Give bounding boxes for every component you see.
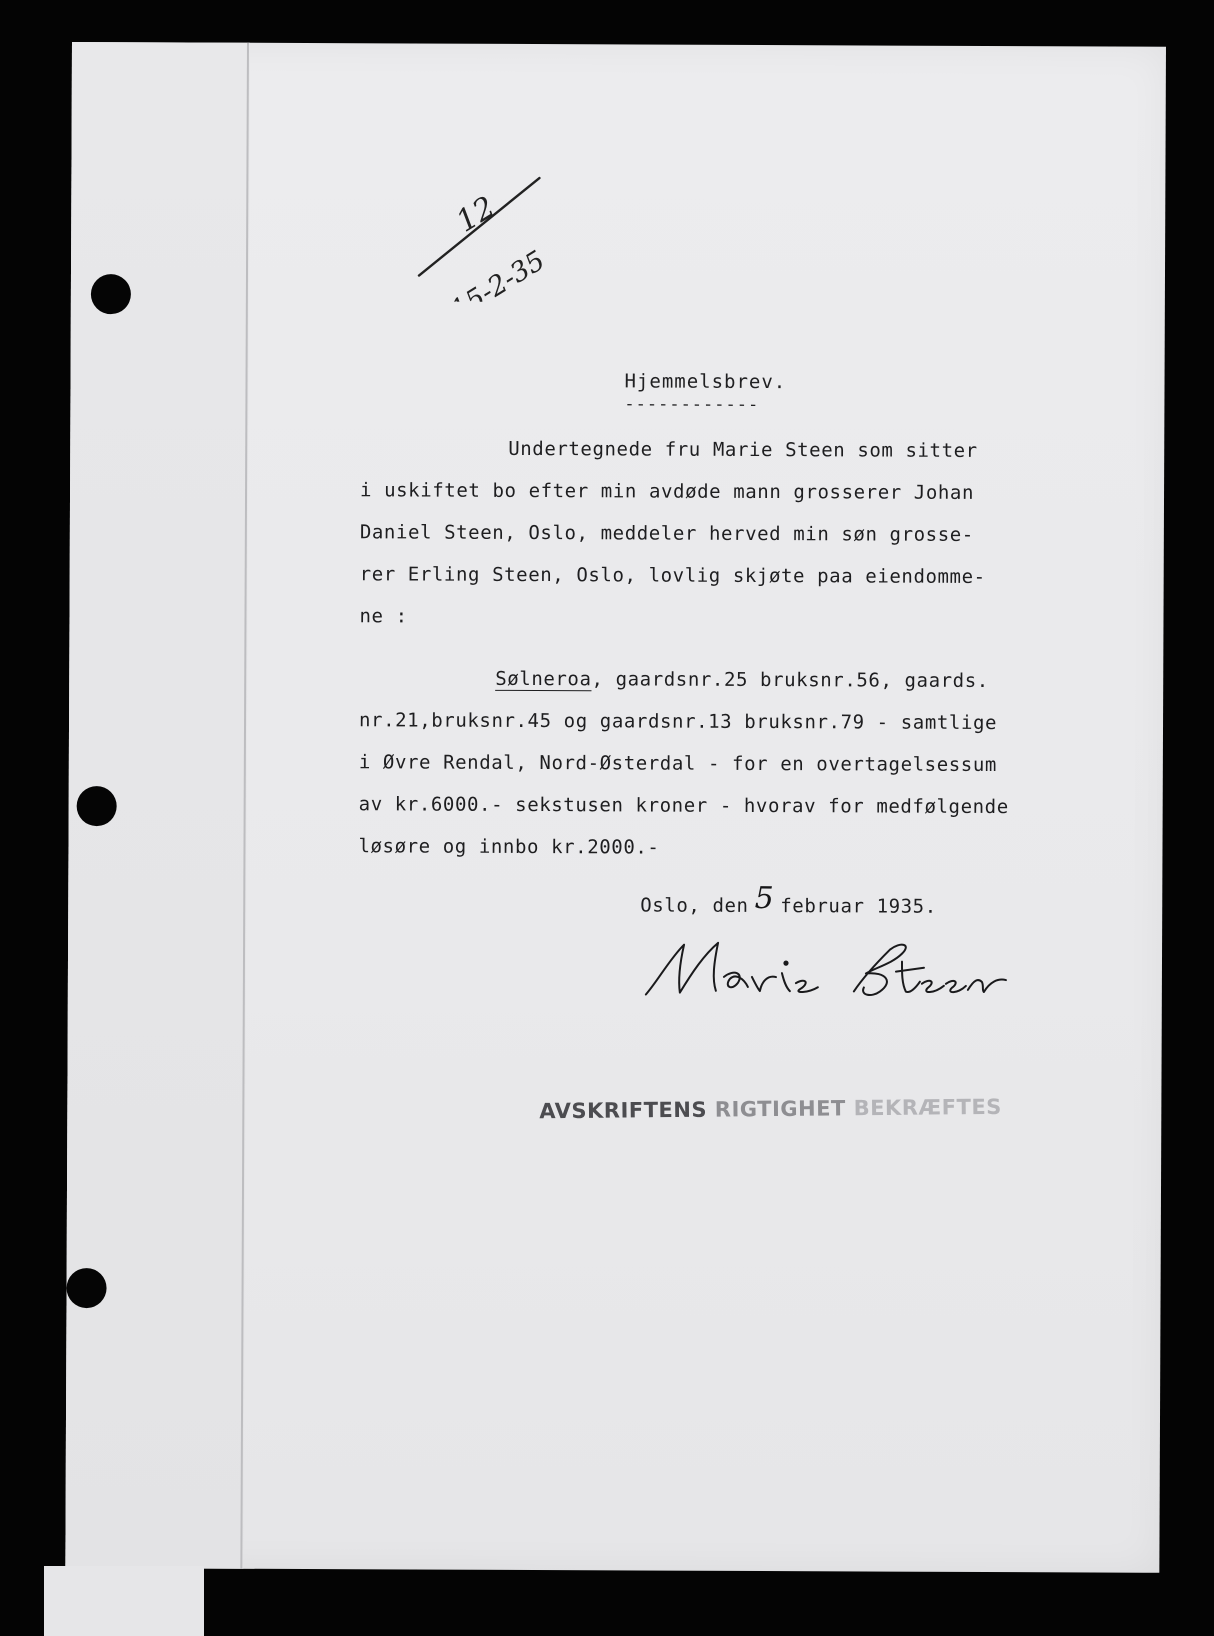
document-body bbox=[358, 427, 1080, 870]
document-title: Hjemmelsbrev. bbox=[624, 370, 787, 394]
place-and-date bbox=[640, 880, 937, 920]
punch-hole-middle bbox=[77, 786, 117, 826]
body-line: av kr.6000.- sekstusen kroner - hvorav for medfølgende bbox=[358, 793, 1009, 819]
handwritten-signature bbox=[640, 932, 1010, 1004]
stamp-word-1: AVSKRIFTENS bbox=[539, 1097, 708, 1124]
body-line: Undertegnede fru Marie Steen som sitter bbox=[508, 437, 978, 462]
certification-stamp bbox=[539, 1095, 1002, 1123]
body-line: ne : bbox=[359, 605, 408, 628]
property-line-tail: , gaardsnr.25 bruksnr.56, gaards. bbox=[591, 668, 989, 693]
punch-hole-bottom bbox=[66, 1268, 106, 1308]
title-underline: ------------ bbox=[624, 394, 760, 416]
property-paragraph-first-line bbox=[359, 657, 1079, 702]
body-line: i uskiftet bo efter min avdøde mann grosserer Johan bbox=[359, 479, 975, 504]
body-line: rer Erling Steen, Oslo, lovlig skjøte paa eiendomme- bbox=[359, 563, 986, 588]
underlying-page-corner bbox=[44, 1566, 204, 1636]
filing-number: 12 bbox=[450, 189, 502, 240]
filing-date: 15-2-35 bbox=[445, 245, 551, 303]
body-line: i Øvre Rendal, Nord-Østerdal - for en overtagelsessum bbox=[358, 751, 997, 777]
body-line: nr.21,bruksnr.45 og gaardsnr.13 bruksnr.79 - samtlige bbox=[358, 709, 998, 735]
date-day-handwritten: 5 bbox=[754, 880, 775, 917]
date-suffix: februar 1935. bbox=[780, 895, 937, 918]
body-line: løsøre og innbo kr.2000.- bbox=[358, 835, 660, 859]
stamp-word-2: RIGTIGHET bbox=[714, 1096, 846, 1122]
property-name: Sølneroa bbox=[495, 667, 592, 691]
stamp-word-3: BEKRÆFTES bbox=[853, 1094, 1002, 1121]
date-prefix: Oslo, den bbox=[640, 894, 749, 917]
punch-hole-top bbox=[91, 274, 131, 314]
document-page bbox=[65, 42, 1166, 1573]
body-line: Daniel Steen, Oslo, meddeler herved min søn grosse- bbox=[359, 521, 974, 546]
handwritten-filing-mark bbox=[417, 172, 568, 303]
